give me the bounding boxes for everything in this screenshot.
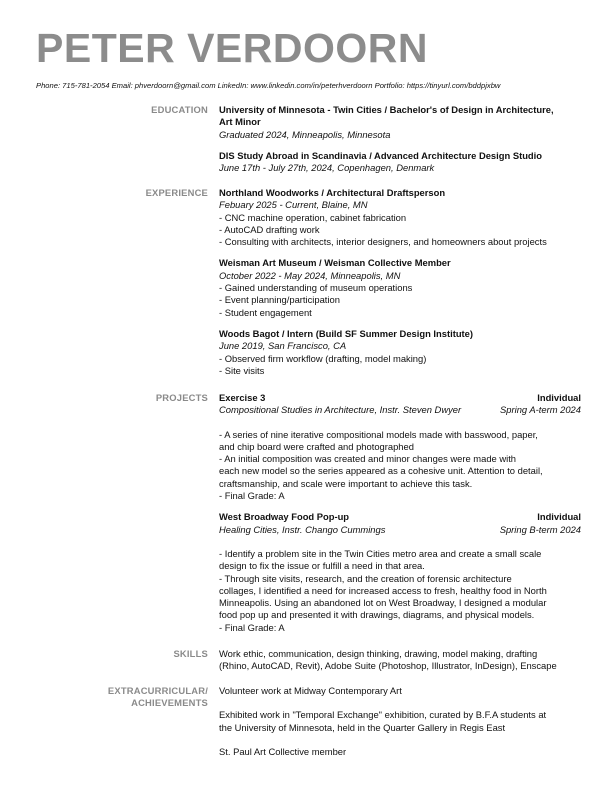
- project-subheader: [219, 404, 581, 416]
- project-description-line: and chip board were crafted and photographed: [219, 440, 414, 452]
- project-description-line: - Final Grade: A: [219, 490, 285, 502]
- candidate-name: PETER VERDOORN: [36, 25, 428, 71]
- job-bullet: - Site visits: [219, 364, 265, 376]
- job-title: Woods Bagot / Intern (Build SF Summer Design Institute): [219, 327, 473, 339]
- project-course: Healing Cities, Instr. Chango Cummings: [219, 523, 386, 535]
- job-date: June 2019, San Francisco, CA: [219, 340, 347, 352]
- project-description-line: craftsmanship, and scale were important to achieve this task.: [219, 477, 473, 489]
- project-description-line: design to fix the issue or fulfill a need in that area.: [219, 560, 425, 572]
- project-title: West Broadway Food Pop-up: [219, 511, 350, 523]
- section-label-extracurricular: [60, 685, 208, 709]
- project-description-line: Minneapolis. Using an abandoned lot on West Broadway, I designed a modular: [219, 597, 547, 609]
- extracurricular-item: the University of Minnesota, held in the Quarter Gallery in Regis East: [219, 721, 506, 733]
- section-label-projects: PROJECTS: [155, 392, 208, 403]
- job-title: Northland Woodworks / Architectural Draftsperson: [219, 187, 446, 198]
- project-header: [219, 392, 581, 404]
- job-bullet: - CNC machine operation, cabinet fabrication: [219, 211, 407, 223]
- project-type: Individual: [537, 392, 581, 403]
- extracurricular-item: St. Paul Art Collective member: [219, 745, 347, 757]
- section-label-skills: SKILLS: [173, 648, 208, 659]
- job-bullet: - AutoCAD drafting work: [219, 223, 320, 235]
- project-description-line: - An initial composition was created and minor changes were made with: [219, 453, 517, 465]
- project-course: Compositional Studies in Architecture, Instr. Steven Dwyer: [219, 404, 462, 416]
- skills-line: (Rhino, AutoCAD, Revit), Adobe Suite (Photoshop, Illustrator, InDesign), Enscape: [219, 660, 557, 672]
- project-type: Individual: [537, 511, 581, 523]
- education-detail: Graduated 2024, Minneapolis, Minnesota: [219, 128, 391, 140]
- education-content: [219, 104, 581, 174]
- project-title: Exercise 3: [219, 392, 266, 403]
- extracurricular-item: Exhibited work in "Temporal Exchange" exhibition, curated by B.F.A students at: [219, 709, 547, 721]
- projects-content: [219, 392, 581, 634]
- section-label-experience: EXPERIENCE: [145, 187, 208, 198]
- project-header: [219, 511, 581, 523]
- extracurricular-item: Volunteer work at Midway Contemporary Art: [219, 685, 402, 696]
- education-title: DIS Study Abroad in Scandinavia / Advanced Architecture Design Studio: [219, 149, 542, 161]
- job-date: Febuary 2025 - Current, Blaine, MN: [219, 199, 368, 211]
- experience-content: [219, 187, 581, 377]
- project-term: Spring A-term 2024: [500, 404, 581, 416]
- project-term: Spring B-term 2024: [499, 523, 581, 535]
- contact-line: Phone: 715-781-2054 Email: phverdoorn@gmail.com LinkedIn: www.linkedin.com/in/peterhverdoorn Portfolio: https://tinyurl.com/bddpjxbw: [36, 81, 501, 90]
- extracurricular-content: [219, 685, 581, 758]
- project-subheader: [219, 524, 581, 536]
- education-detail: June 17th - July 27th, 2024, Copenhagen, Denmark: [219, 162, 435, 174]
- project-description-line: - Final Grade: A: [219, 621, 285, 633]
- job-bullet: - Observed firm workflow (drafting, model making): [219, 352, 427, 364]
- job-bullet: - Gained understanding of museum operations: [219, 282, 413, 294]
- job-bullet: - Student engagement: [219, 306, 312, 318]
- project-description-line: - Through site visits, research, and the creation of forensic architecture: [219, 572, 512, 584]
- section-label-line: EXTRACURRICULAR/: [107, 685, 208, 696]
- job-bullet: - Consulting with architects, interior designers, and homeowners about projects: [219, 236, 547, 248]
- education-title-cont: Art Minor: [219, 116, 261, 128]
- project-description-line: - A series of nine iterative compositional models made with basswood, paper,: [219, 428, 538, 440]
- section-label-education: EDUCATION: [151, 104, 208, 115]
- job-bullet: - Event planning/participation: [219, 294, 340, 306]
- education-title: University of Minnesota - Twin Cities / Bachelor's of Design in Architecture,: [219, 104, 554, 115]
- job-title: Weisman Art Museum / Weisman Collective Member: [219, 257, 451, 269]
- job-date: October 2022 - May 2024, Minneapolis, MN: [219, 269, 401, 281]
- section-label-line: ACHIEVEMENTS: [131, 697, 208, 708]
- project-description-line: - Identify a problem site in the Twin Cities metro area and create a small scale: [219, 547, 542, 559]
- skills-content: [219, 648, 581, 673]
- skills-line: Work ethic, communication, design thinking, drawing, model making, drafting: [219, 648, 538, 659]
- project-description-line: food pop up and presented it with drawings, diagrams, and physical models.: [219, 609, 535, 621]
- project-description-line: each new model so the series appeared as a cohesive unit. Attention to detail,: [219, 465, 543, 477]
- project-description-line: collages, I identified a need for increased access to fresh, healthy food in North: [219, 584, 547, 596]
